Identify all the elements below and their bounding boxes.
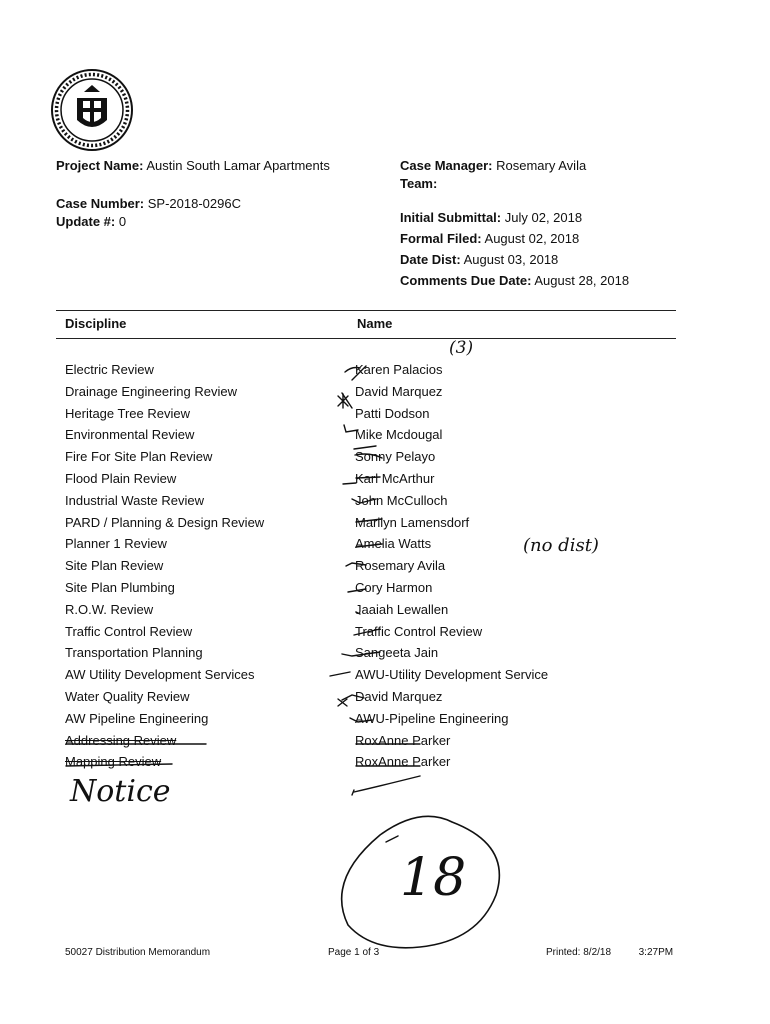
printed-date: 8/2/18 [583,947,612,958]
case-number-line: Case Number: SP-2018-0296C [56,196,241,211]
discipline-cell: Traffic Control Review [65,623,193,639]
discipline-cell: Water Quality Review [65,688,190,704]
case-number-value: SP-2018-0296C [147,196,241,211]
discipline-cell: PARD / Planning & Design Review [65,514,265,530]
header-left [56,157,330,231]
discipline-cell: Addressing Review [65,732,177,748]
printed-time: 3:27PM [638,947,674,958]
comments-due-line: Comments Due Date: August 28, 2018 [400,273,630,288]
circled-number-text: 18 [400,848,467,908]
discipline-cell: AW Pipeline Engineering [65,710,209,726]
name-cell: Sangeeta Jain [355,645,439,661]
name-cell: AWU-Pipeline Engineering [355,710,509,726]
footer-form-name: 50027 Distribution Memorandum [65,947,211,958]
name-column-header: Name [357,316,393,331]
discipline-cell: AW Utility Development Services [65,667,255,683]
name-cell: John McCulloch [355,492,448,508]
discipline-cell: Environmental Review [65,427,195,443]
project-name-value: Austin South Lamar Apartments [146,158,330,173]
discipline-cell: Drainage Engineering Review [65,383,237,399]
discipline-cell: Electric Review [65,362,154,377]
discipline-cell: Site Plan Plumbing [65,579,175,595]
no-dist-note-text: (no dist) [523,535,599,556]
project-name-line: Project Name: Austin South Lamar Apartments [56,158,330,173]
footer-page-number: Page 1 of 3 [328,947,380,958]
table-top-rule [56,310,676,311]
team-line: Team: [400,176,438,191]
footer-printed [546,947,673,958]
name-cell: Karl McArthur [355,470,435,486]
discipline-column-header: Discipline [65,316,127,331]
discipline-cell: Site Plan Review [65,558,164,574]
discipline-list [65,359,264,773]
name-cell: Patti Dodson [355,405,430,421]
discipline-cell: Flood Plain Review [65,470,177,486]
name-list [355,359,548,773]
discipline-cell: Industrial Waste Review [65,492,204,508]
name-cell: David Marquez [355,688,443,704]
date-dist-value: August 03, 2018 [463,252,559,267]
initial-submittal-line: Initial Submittal: July 02, 2018 [400,210,583,225]
table-header-rule [56,338,676,339]
name-cell: Mike Mcdougal [355,427,443,443]
printed-label: Printed: [546,947,581,958]
update-line: Update #: 0 [56,214,127,229]
name-cell: RoxAnne Parker [355,732,451,748]
discipline-cell: Heritage Tree Review [65,405,190,421]
name-cell: David Marquez [355,383,443,399]
count-note-text: (3) [449,338,474,358]
name-cell: AWU-Utility Development Service [355,667,549,683]
name-cell: Cory Harmon [355,579,433,595]
initial-submittal-value: July 02, 2018 [504,210,583,225]
case-manager-value: Rosemary Avila [496,158,587,173]
name-cell: Karen Palacios [355,362,443,377]
notice-handwritten-text: Notice [70,774,171,809]
update-value: 0 [118,214,127,229]
comments-due-value: August 28, 2018 [534,273,630,288]
city-seal-logo [50,68,134,152]
name-cell: Traffic Control Review [355,623,483,639]
name-cell: Amelia Watts [355,536,432,552]
discipline-cell: R.O.W. Review [65,601,154,617]
name-cell: Jaaiah Lewallen [355,601,449,617]
formal-filed-value: August 02, 2018 [484,231,580,246]
discipline-cell: Planner 1 Review [65,536,167,552]
date-dist-line: Date Dist: August 03, 2018 [400,252,559,267]
discipline-cell: Mapping Review [65,754,162,770]
name-cell: Sonny Pelayo [355,449,436,465]
discipline-cell: Transportation Planning [65,645,203,661]
case-manager-line: Case Manager: Rosemary Avila [400,158,587,173]
name-cell: Marilyn Lamensdorf [355,514,470,530]
formal-filed-line: Formal Filed: August 02, 2018 [400,231,580,246]
discipline-cell: Fire For Site Plan Review [65,449,213,465]
header-right [400,157,629,291]
name-cell: Rosemary Avila [355,558,446,574]
name-cell: RoxAnne Parker [355,754,451,770]
